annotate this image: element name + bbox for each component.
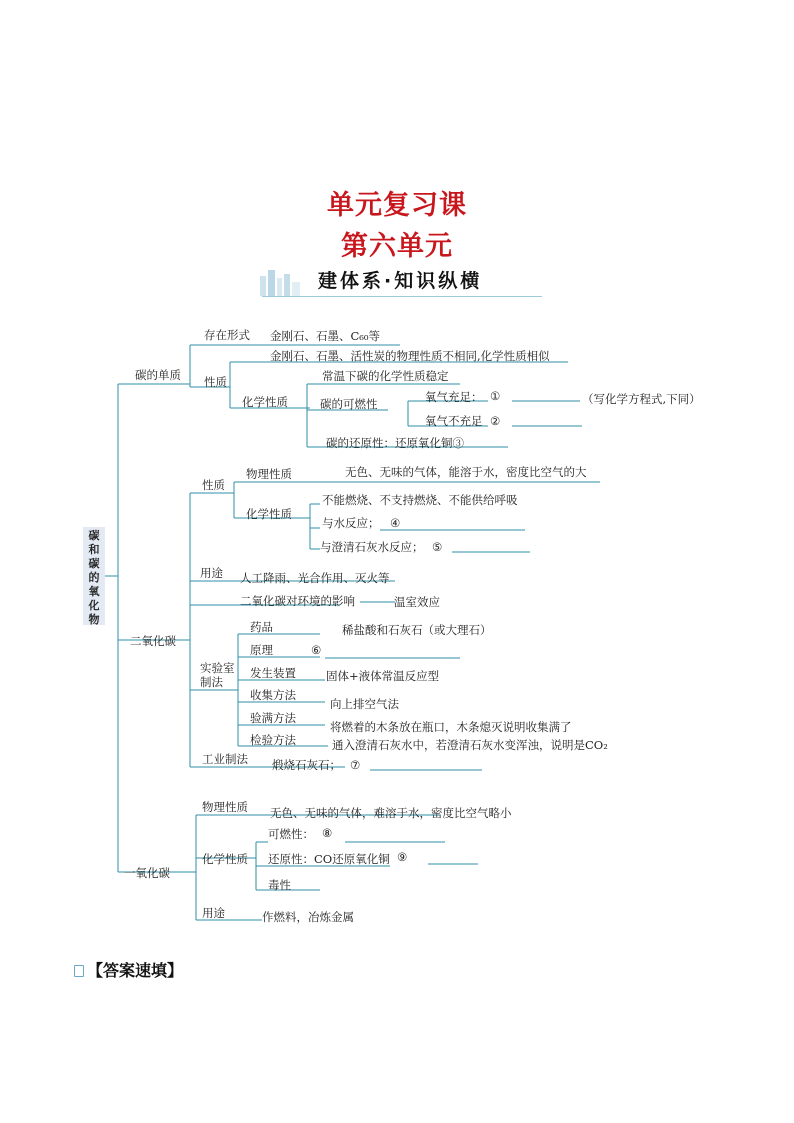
node-full-label: 验满方法: [250, 711, 296, 725]
node-co2-phys-label: 物理性质: [246, 467, 292, 481]
node-collect-label: 收集方法: [250, 688, 296, 702]
node-principle-label: 原理: [250, 643, 273, 657]
answer-marker: ⑤: [432, 540, 443, 554]
answer-section-heading: [74, 958, 183, 981]
node-test-value: 通入澄清石灰水中，若澄清石灰水变浑浊，说明是CO₂: [332, 738, 608, 752]
node-co2-use-value: 人工降雨、光合作用、灭火等: [240, 571, 390, 585]
node-co2-env-value: 温室效应: [394, 595, 440, 609]
node-co2-chem-1: 不能燃烧、不支持燃烧、不能供给呼吸: [322, 493, 518, 507]
node-co-chem-label: 化学性质: [202, 852, 248, 866]
node-o2-insufficient: 氧气不充足: [425, 414, 483, 428]
node-co2: 二氧化碳: [130, 634, 176, 648]
node-note: （写化学方程式,下同）: [582, 392, 701, 406]
node-co2-use-label: 用途: [200, 566, 223, 580]
node-full-value: 将燃着的木条放在瓶口，木条熄灭说明收集满了: [330, 720, 572, 734]
node-co-use-value: 作燃料，冶炼金属: [262, 910, 354, 924]
document-icon: [74, 965, 84, 977]
root-char: 碳: [88, 529, 100, 542]
node-stable: 常温下碳的化学性质稳定: [322, 369, 449, 383]
root-char: 物: [88, 613, 100, 626]
answer-marker: ⑦: [350, 758, 361, 772]
node-co-phys-value: 无色、无味的气体，难溶于水，密度比空气略小: [270, 806, 512, 820]
node-co2-chem-3: 与澄清石灰水反应；: [320, 540, 424, 554]
node-lab-label: 实验室: [200, 661, 235, 675]
node-co2-env: 二氧化碳对环境的影响: [240, 594, 355, 608]
node-co-flammable: 可燃性：: [268, 827, 314, 841]
answer-heading-text: 【答案速填】: [87, 961, 184, 980]
node-test-label: 检验方法: [250, 733, 296, 747]
answer-marker: ⑧: [322, 826, 333, 840]
node-industry-value: 煅烧石灰石；: [272, 758, 341, 772]
node-forms-label: 存在形式: [204, 328, 250, 342]
node-flammable: 碳的可燃性: [320, 397, 378, 411]
node-co2-props: 性质: [202, 478, 225, 492]
root-char: 氧: [88, 585, 100, 598]
node-props-label: 性质: [204, 375, 227, 389]
root-char: 的: [88, 571, 100, 584]
node-forms-value: 金刚石、石墨、C₆₀等: [270, 329, 381, 343]
node-gen-value: 固体+液体常温反应型: [326, 669, 440, 683]
node-industry-label: 工业制法: [202, 752, 248, 766]
node-co2-phys-value: 无色、无味的气体，能溶于水，密度比空气的大: [345, 465, 587, 479]
root-node: [83, 527, 105, 625]
node-co2-chem-2: 与水反应；: [322, 516, 380, 530]
node-co-reducing: 还原性：CO还原氧化铜: [268, 852, 390, 866]
root-char: 碳: [88, 557, 100, 570]
node-gen-label: 发生装置: [250, 666, 296, 680]
node-physical: 金刚石、石墨、活性炭的物理性质不相同,化学性质相似: [270, 349, 550, 363]
node-drug-value: 稀盐酸和石灰石（或大理石）: [342, 623, 492, 637]
node-lab-label-2: 制法: [200, 675, 223, 689]
node-reducing: 碳的还原性：还原氧化铜③: [326, 436, 464, 450]
page-subtitle: 第六单元: [341, 231, 453, 262]
answer-marker: ⑨: [397, 850, 408, 864]
root-char: 和: [88, 543, 100, 556]
answer-marker: ②: [490, 414, 501, 428]
node-drug-label: 药品: [250, 620, 273, 634]
node-chem-label: 化学性质: [242, 395, 288, 409]
node-co-use-label: 用途: [202, 906, 225, 920]
node-o2-sufficient: 氧气充足：: [425, 390, 483, 404]
node-collect-value: 向上排空气法: [330, 697, 399, 711]
node-elemental-carbon: 碳的单质: [135, 368, 181, 382]
section-banner: 建体系·知识纵横: [318, 270, 483, 292]
answer-marker: ①: [490, 389, 501, 403]
node-co-toxic: 毒性: [268, 878, 291, 892]
answer-marker: ④: [390, 516, 401, 530]
root-char: 化: [88, 599, 100, 612]
answer-marker: ⑥: [311, 643, 322, 657]
node-co2-chem-label: 化学性质: [246, 507, 292, 521]
node-co-phys-label: 物理性质: [202, 800, 248, 814]
node-co: 一氧化碳: [124, 866, 170, 880]
page-title: 单元复习课: [327, 190, 467, 221]
